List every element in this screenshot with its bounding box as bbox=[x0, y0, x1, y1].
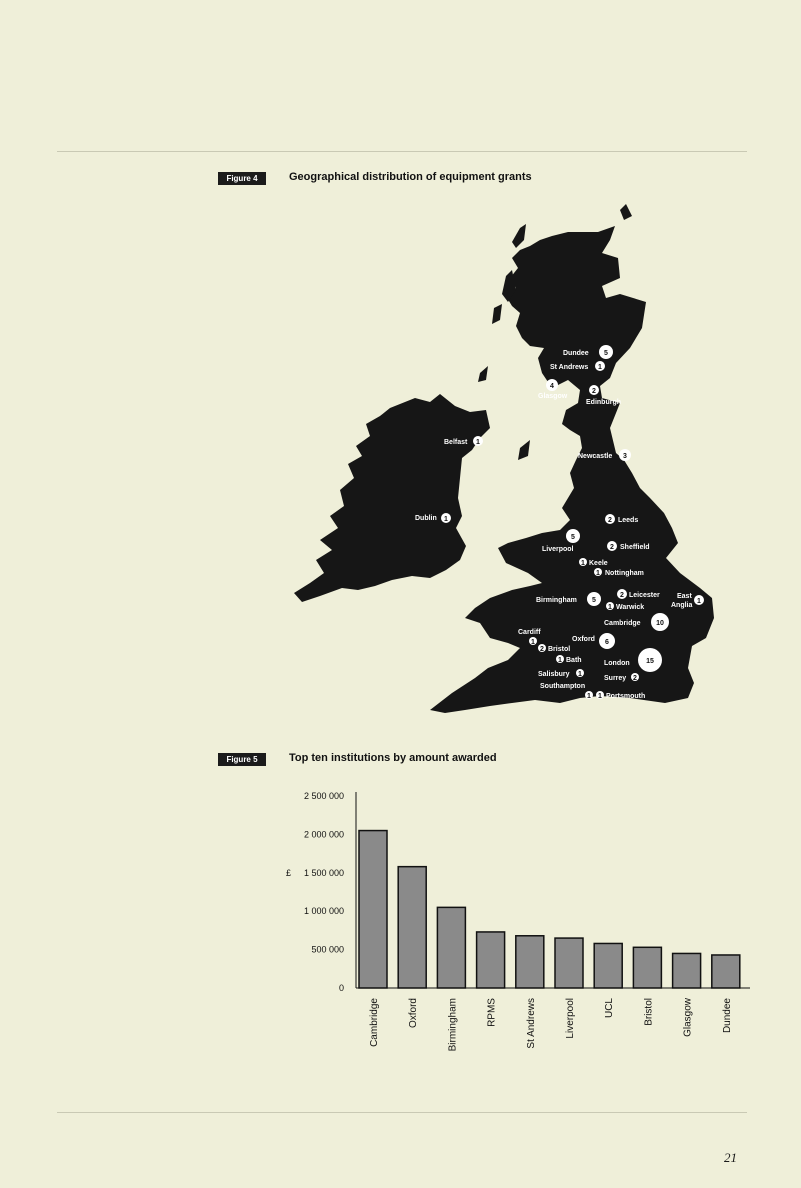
city-label: Dublin bbox=[415, 515, 437, 522]
figure5-title: Top ten institutions by amount awarded bbox=[289, 752, 497, 764]
city-label: Bristol bbox=[548, 646, 571, 653]
city-label: Leeds bbox=[618, 517, 639, 524]
map-marker-surrey bbox=[604, 673, 639, 682]
x-axis-labels bbox=[369, 997, 733, 1051]
city-label: Keele bbox=[589, 560, 608, 567]
map-marker-warwick bbox=[606, 602, 644, 611]
figure5-badge: Figure 5 bbox=[218, 753, 266, 766]
y-tick-label: 500 000 bbox=[311, 944, 344, 955]
bar-dundee bbox=[712, 955, 740, 988]
city-label: Glasgow bbox=[538, 393, 568, 400]
x-tick-label: Cambridge bbox=[369, 998, 380, 1047]
x-tick-label: RPMS bbox=[486, 998, 498, 1027]
top-institutions-bar-chart bbox=[270, 786, 750, 1086]
count-label: 1 bbox=[598, 693, 602, 700]
city-label: Oxford bbox=[572, 636, 595, 643]
y-tick-label: 2 500 000 bbox=[303, 791, 344, 801]
count-label: 1 bbox=[444, 516, 448, 523]
island-shape bbox=[492, 304, 502, 324]
count-label: 2 bbox=[633, 675, 637, 682]
top-rule bbox=[57, 151, 747, 152]
bar-liverpool bbox=[555, 938, 583, 988]
island-shape bbox=[518, 440, 530, 460]
bar-ucl bbox=[594, 943, 622, 988]
x-tick-label: UCL bbox=[604, 998, 616, 1019]
count-label: 15 bbox=[646, 658, 654, 665]
city-label: Cardiff bbox=[518, 629, 541, 636]
city-label: Nottingham bbox=[605, 570, 644, 577]
x-tick-label: Glasgow bbox=[682, 998, 694, 1037]
city-label: Liverpool bbox=[542, 546, 574, 553]
count-label: 1 bbox=[476, 439, 480, 446]
y-tick-label: 2 000 000 bbox=[303, 829, 344, 840]
bar-st-andrews bbox=[516, 936, 544, 988]
count-label: 2 bbox=[620, 592, 624, 599]
city-label: Surrey bbox=[604, 675, 627, 682]
x-tick-label: Birmingham bbox=[447, 998, 459, 1052]
city-label: London bbox=[604, 660, 630, 667]
city-label: Newcastle bbox=[578, 453, 613, 460]
count-label: 2 bbox=[608, 517, 612, 524]
city-label: Cambridge bbox=[604, 620, 641, 627]
count-label: 1 bbox=[598, 364, 602, 371]
bar-glasgow bbox=[673, 953, 701, 988]
map-marker-salisbury bbox=[538, 669, 584, 678]
island-shape bbox=[512, 224, 526, 248]
count-label: 1 bbox=[596, 570, 600, 577]
count-label: 4 bbox=[550, 383, 554, 390]
x-tick-label: St Andrews bbox=[525, 998, 537, 1049]
y-tick-label: 1 500 000 bbox=[303, 867, 344, 878]
count-label: 5 bbox=[604, 350, 608, 357]
city-label: Southampton bbox=[540, 683, 586, 690]
city-label: East bbox=[677, 593, 692, 600]
count-label: 3 bbox=[623, 453, 627, 460]
bottom-rule bbox=[57, 1112, 747, 1113]
y-tick-label: 1 000 000 bbox=[303, 906, 344, 917]
city-label: Portsmouth bbox=[606, 693, 646, 700]
count-label: 5 bbox=[571, 534, 575, 541]
city-label: Salisbury bbox=[538, 671, 570, 678]
count-label: 1 bbox=[697, 598, 701, 605]
count-label: 2 bbox=[540, 646, 544, 653]
city-label: Edinburgh bbox=[586, 399, 621, 406]
page-number: 21 bbox=[724, 1150, 737, 1165]
map-marker-keele bbox=[579, 558, 608, 567]
count-label: 1 bbox=[587, 693, 591, 700]
uk-ireland-map bbox=[280, 198, 740, 718]
city-label: Leicester bbox=[629, 592, 660, 599]
city-label: Sheffield bbox=[620, 544, 650, 551]
city-label: St Andrews bbox=[550, 364, 589, 371]
ireland-shape bbox=[294, 394, 490, 602]
count-label: 1 bbox=[531, 639, 535, 646]
count-label: 1 bbox=[578, 671, 582, 678]
map-marker-bath bbox=[556, 655, 582, 664]
figure4-badge: Figure 4 bbox=[218, 172, 266, 185]
y-axis-label: £ bbox=[286, 867, 292, 878]
count-label: 5 bbox=[592, 597, 596, 604]
city-label: Anglia bbox=[671, 602, 693, 609]
figure4-title: Geographical distribution of equipment grants bbox=[289, 171, 532, 183]
island-shape bbox=[478, 366, 488, 382]
bar-oxford bbox=[398, 867, 426, 988]
x-tick-label: Oxford bbox=[408, 998, 420, 1029]
x-tick-label: Liverpool bbox=[565, 998, 576, 1039]
city-label: Belfast bbox=[444, 439, 468, 446]
city-label: Bath bbox=[566, 657, 582, 664]
city-label: Birmingham bbox=[536, 597, 577, 604]
city-label: Dundee bbox=[563, 350, 589, 357]
x-tick-label: Bristol bbox=[643, 998, 655, 1026]
count-label: 6 bbox=[605, 639, 609, 646]
x-tick-label: Dundee bbox=[721, 998, 733, 1034]
count-label: 1 bbox=[558, 657, 562, 664]
map-marker-dublin bbox=[415, 513, 451, 523]
bars bbox=[359, 831, 740, 988]
count-label: 1 bbox=[581, 560, 585, 567]
count-label: 1 bbox=[608, 604, 612, 611]
bar-rpms bbox=[477, 932, 505, 988]
island-shape bbox=[620, 204, 632, 220]
city-label: Warwick bbox=[616, 604, 645, 611]
bar-cambridge bbox=[359, 831, 387, 988]
count-label: 10 bbox=[656, 620, 664, 627]
count-label: 2 bbox=[610, 544, 614, 551]
map-marker-bristol bbox=[538, 644, 570, 653]
bar-birmingham bbox=[437, 907, 465, 988]
y-tick-label: 0 bbox=[338, 983, 344, 993]
bar-bristol bbox=[633, 947, 661, 988]
count-label: 2 bbox=[592, 388, 596, 395]
